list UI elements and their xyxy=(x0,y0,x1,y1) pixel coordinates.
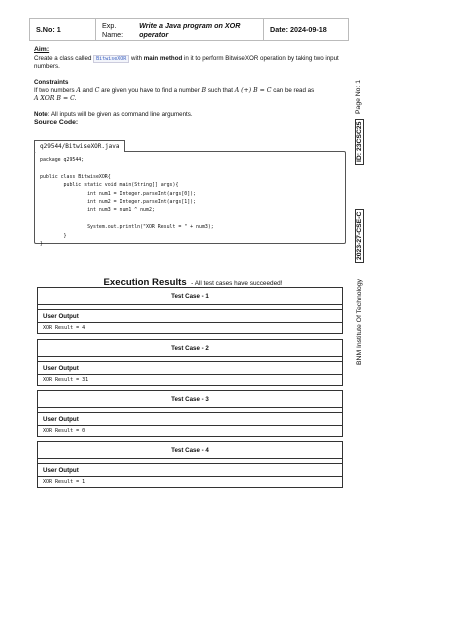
source-code-heading: Source Code: xyxy=(34,119,79,127)
test-case-title: Test Case - 2 xyxy=(38,340,342,357)
note-text: Note: All inputs will be given as command line arguments. xyxy=(34,111,193,119)
institute-name: BNM Institute Of Technology xyxy=(356,278,363,365)
user-output-label: User Output xyxy=(38,413,342,426)
constraints-text: If two numbers A and C are given you have to find a number B such that A (+) B = C can be read as A XOR B = C. xyxy=(34,87,315,103)
file-name-tab[interactable]: q29544/BitwiseXOR.java xyxy=(34,140,125,152)
user-output-label: User Output xyxy=(38,464,342,477)
aim-heading: Aim: xyxy=(34,46,50,53)
user-output-label: User Output xyxy=(38,310,342,323)
execution-subtitle: - All test cases have succeeded! xyxy=(191,280,283,287)
user-output-value: XOR Result = 31 xyxy=(43,377,89,383)
user-output-value: XOR Result = 1 xyxy=(43,479,86,485)
user-output-value: XOR Result = 4 xyxy=(43,325,86,331)
user-output-value: XOR Result = 0 xyxy=(43,428,86,434)
execution-title: Execution Results xyxy=(103,277,187,288)
test-case-title: Test Case - 3 xyxy=(38,391,342,408)
test-case-1 xyxy=(37,287,343,334)
test-case-title: Test Case - 4 xyxy=(38,442,342,459)
aim-text: Create a class called BitwiseXOR with main method in it to perform BitwiseXOR operation by taking two input numbers. xyxy=(34,54,339,70)
problem-statement xyxy=(34,46,346,128)
source-code-block: package q29544; public class BitwiseXOR{ public static void main(String[] args){ int num1 = Integer.parseInt(args[0]); int num2 = Integer.parseInt(args[1]); int num3 = num1 ^ num2; System.out.println("XOR Result = " + num3); } } xyxy=(34,151,346,244)
user-output-label: User Output xyxy=(38,362,342,375)
test-case-title: Test Case - 1 xyxy=(38,288,342,305)
experiment-date: Date: 2024-09-18 xyxy=(270,25,327,34)
exp-name-label: Exp. Name: xyxy=(102,20,124,39)
class-name-code: BitwiseXOR xyxy=(93,55,129,63)
test-case-3 xyxy=(37,390,343,437)
constraints-heading: Constraints xyxy=(34,78,69,86)
experiment-header xyxy=(29,18,349,41)
experiment-name-cell xyxy=(96,19,264,40)
student-id: ID: 23CSC25 xyxy=(355,119,364,165)
serial-number: S.No: 1 xyxy=(30,19,96,40)
test-case-2 xyxy=(37,339,343,386)
page-number: Page No: 1 xyxy=(355,79,362,114)
batch-label: 2023-27-CSE-C xyxy=(355,209,364,263)
test-case-4 xyxy=(37,441,343,488)
experiment-name: Write a Java program on XOR operator xyxy=(139,20,241,39)
